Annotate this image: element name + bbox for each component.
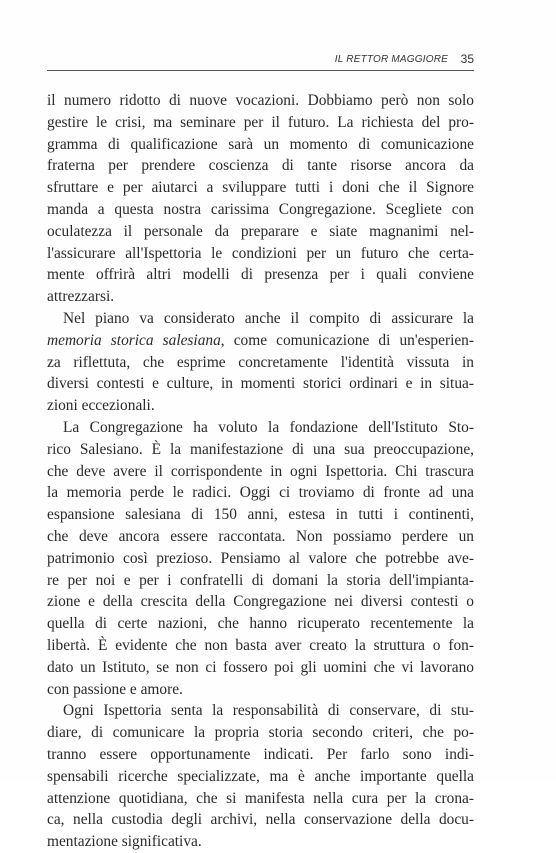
body-text <box>47 90 474 853</box>
running-header-title: IL RETTOR MAGGIORE <box>334 54 448 65</box>
paragraph-3 <box>47 417 474 700</box>
text-line: zioni eccezionali. <box>47 397 155 415</box>
text-line: quella di certe nazioni, che hanno ricuperato recentemente la <box>47 615 474 633</box>
text-line: libertà. È evidente che non basta aver creato la struttura o fon- <box>47 636 474 654</box>
text-line: Nel piano va considerato anche il compito di assicurare la <box>63 309 474 327</box>
text-line: oculatezza il personale da preparare e siate magnanimi nel- <box>47 222 474 240</box>
paragraph-1 <box>47 90 474 308</box>
text-line: che deve ancora essere raccontata. Non possiamo perdere un <box>47 527 474 545</box>
italic-phrase: memoria storica salesiana <box>47 331 221 349</box>
text-line: attenzione quotidiana, che si manifesta nella cura per la crona- <box>47 789 474 807</box>
text-line: diare, di comunicare la propria storia secondo criteri, che po- <box>47 724 474 742</box>
text-line: mentazione significativa. <box>47 833 202 851</box>
text-line: fraterna per prendere coscienza di tante risorse ancora da <box>47 157 474 175</box>
text-line: za riflettuta, che esprime concretamente l'identità vissuta in <box>47 353 474 371</box>
text-line: la memoria perde le radici. Oggi ci troviamo di fronte ad una <box>47 484 474 502</box>
text-line: La Congregazione ha voluto la fondazione dell'Istituto Sto- <box>63 418 474 436</box>
text-line: Ogni Ispettoria senta la responsabilità di conservare, di stu- <box>63 702 474 720</box>
text-line-with-italic: memoria storica salesiana, come comunicazione di un'esperien- <box>47 331 474 349</box>
text-line: diversi contesti e culture, in momenti storici ordinari e in situa- <box>47 375 474 393</box>
text-line: gestire le crisi, ma seminare per il futuro. La richiesta del pro- <box>47 113 474 131</box>
text-line: ca, nella custodia degli archivi, nella conservazione della docu- <box>47 811 474 829</box>
paragraph-2 <box>47 308 474 417</box>
text-line: gramma di qualificazione sarà un momento di comunicazione <box>47 135 474 153</box>
text-line: tranno essere opportunamente indicati. Per farlo sono indi- <box>47 745 474 763</box>
text-line: manda a questa nostra carissima Congregazione. Scegliete con <box>47 200 474 218</box>
text-line: spensabili ricerche specializzate, ma è anche importante quella <box>47 767 474 785</box>
text-line: zione e della crescita della Congregazione nei diversi contesti o <box>47 593 474 611</box>
text-line: l'assicurare all'Ispettoria le condizioni per un futuro che certa- <box>47 244 474 262</box>
text-line: il numero ridotto di nuove vocazioni. Dobbiamo però non solo <box>47 92 474 109</box>
text-line: con passione e amore. <box>47 680 183 698</box>
text-line: patrimonio così prezioso. Pensiamo al valore che potrebbe ave- <box>47 549 474 567</box>
text-line: attrezzarsi. <box>47 288 115 306</box>
text-line: sfruttare e per aiutarci a sviluppare tutti i doni che il Signore <box>47 179 474 197</box>
paragraph-4 <box>47 700 474 853</box>
running-header <box>47 50 474 71</box>
text-line: dato un Istituto, se non ci fossero poi gli uomini che vi lavorano <box>47 658 474 676</box>
text-line: mente offrirà altri modelli di presenza per i quali conviene <box>47 266 474 284</box>
text-line: rico Salesiano. È la manifestazione di una sua preoccupazione, <box>47 440 474 458</box>
text-line: che deve avere il corrispondente in ogni Ispettoria. Chi trascura <box>47 462 474 480</box>
text-line: re per noi e per i confratelli di domani la storia dell'impianta- <box>47 571 474 589</box>
page-number: 35 <box>460 52 474 66</box>
text-line: espansione salesiana di 150 anni, estesa in tutti i continenti, <box>47 506 474 524</box>
